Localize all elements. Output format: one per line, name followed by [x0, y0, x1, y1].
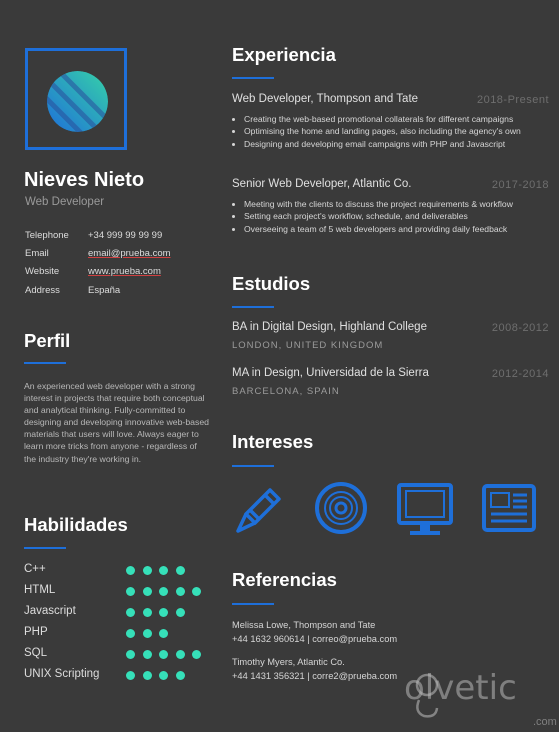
job-bullet: • Creating the web-based promotional collaterals for different campaigns [244, 113, 559, 125]
skill-dot [143, 629, 152, 638]
degree-date: 2008-2012 [491, 322, 549, 334]
skill-dot [159, 629, 168, 638]
sidebar [0, 0, 210, 732]
skill-dot [143, 566, 152, 575]
reference-entry [232, 619, 397, 646]
skill-name: HTML [24, 584, 56, 596]
job-title: Web Developer, Thompson and Tate [232, 93, 419, 105]
candidate-role: Web Developer [25, 196, 105, 208]
heading-underline [232, 306, 274, 308]
skill-name: Javascript [24, 605, 76, 617]
email-link[interactable]: email@prueba.com [88, 248, 171, 259]
skill-dot [126, 629, 135, 638]
job-bullet: • Optimising the home and landing pages, also including the agency's own [244, 125, 559, 137]
heading-underline [24, 362, 66, 364]
heading-underline [24, 547, 66, 549]
skill-level [126, 608, 192, 618]
watermark-text: olvetic [404, 668, 517, 708]
skill-dot [126, 671, 135, 680]
skill-name: SQL [24, 647, 48, 659]
skill-dot [192, 587, 201, 596]
skill-dot [176, 671, 185, 680]
reference-contact: +44 1632 960614 | correo@prueba.com [232, 633, 398, 644]
reference-name: Timothy Myers, Atlantic Co. [232, 657, 345, 667]
degree-date: 2012-2014 [491, 368, 549, 380]
skills-heading: Habilidades [24, 514, 128, 535]
job-bullet: • Setting each project's workflow, schedule, and deliverables [244, 210, 559, 222]
job-title: Senior Web Developer, Atlantic Co. [232, 178, 412, 190]
contact-telephone [25, 230, 162, 241]
skill-level [126, 587, 209, 597]
heading-underline [232, 465, 274, 467]
contact-label: Website [25, 266, 60, 277]
heading-underline [232, 77, 274, 79]
education-heading: Estudios [232, 273, 311, 294]
skill-dot [159, 566, 168, 575]
skill-level [126, 671, 192, 681]
skill-name: C++ [24, 563, 46, 575]
experience-heading: Experiencia [232, 44, 336, 65]
skill-dot [143, 608, 152, 617]
website-link[interactable]: www.prueba.com [88, 266, 161, 277]
avatar [47, 71, 108, 132]
contact-address [25, 285, 120, 296]
job-date: 2017-2018 [491, 179, 549, 191]
reference-entry [232, 656, 397, 683]
newspaper-icon [481, 483, 537, 538]
contact-email [25, 248, 171, 259]
pencil-icon [232, 482, 286, 541]
degree-place: LONDON, UNITED KINGDOM [232, 340, 384, 351]
skill-dot [159, 650, 168, 659]
skill-level [126, 629, 176, 639]
skill-dot [159, 608, 168, 617]
skill-name: PHP [24, 626, 48, 638]
degree-title: BA in Digital Design, Highland College [232, 321, 427, 333]
reference-name: Melissa Lowe, Thompson and Tate [232, 620, 376, 630]
skill-dot [176, 566, 185, 575]
references-heading: Referencias [232, 569, 337, 590]
job-bullet: • Designing and developing email campaigns with PHP and Javascript [244, 138, 559, 150]
contact-label: Address [25, 285, 60, 296]
candidate-name: Nieves Nieto [24, 169, 145, 191]
profile-text: An experienced web developer with a strong interest in projects that require both conceptual and analytical thinking. Fully-committed to designing and developing innovative web-based materials that users will love. Always eager to learn more tricks from anyone - regardless of the industry they're working in. [24, 381, 209, 464]
skill-dot [126, 566, 135, 575]
skill-dot [176, 587, 185, 596]
skill-name: UNIX Scripting [24, 668, 100, 680]
contact-value: España [88, 285, 121, 296]
heading-underline [232, 603, 274, 605]
interests-heading: Intereses [232, 431, 314, 452]
skill-dot [143, 587, 152, 596]
skill-dot [159, 671, 168, 680]
avatar-frame [25, 48, 127, 150]
contact-website [25, 266, 161, 277]
degree-title: MA in Design, Universidad de la Sierra [232, 367, 429, 379]
contact-label: Email [25, 248, 49, 259]
skill-level [126, 650, 209, 660]
skill-dot [126, 650, 135, 659]
disc-icon [313, 480, 369, 541]
skill-dot [176, 608, 185, 617]
skill-dot [192, 650, 201, 659]
reference-contact: +44 1431 356321 | corre2@prueba.com [232, 670, 398, 681]
skill-dot [126, 587, 135, 596]
watermark-suffix: .com [533, 716, 557, 728]
skill-level [126, 566, 192, 576]
monitor-icon [396, 482, 454, 543]
job-bullets [232, 113, 559, 150]
job-bullet: • Overseeing a team of 5 web developers and providing daily feedback [244, 223, 559, 235]
job-bullets [232, 198, 559, 235]
degree-place: BARCELONA, SPAIN [232, 386, 340, 397]
skill-dot [143, 650, 152, 659]
skill-dot [126, 608, 135, 617]
contact-value: +34 999 99 99 99 [88, 230, 163, 241]
skill-dot [143, 671, 152, 680]
profile-heading: Perfil [24, 330, 71, 351]
job-bullet: • Meeting with the clients to discuss the project requirements & workflow [244, 198, 559, 210]
skill-dot [176, 650, 185, 659]
skill-dot [159, 587, 168, 596]
contact-label: Telephone [25, 230, 69, 241]
job-date: 2018-Present [476, 94, 549, 106]
